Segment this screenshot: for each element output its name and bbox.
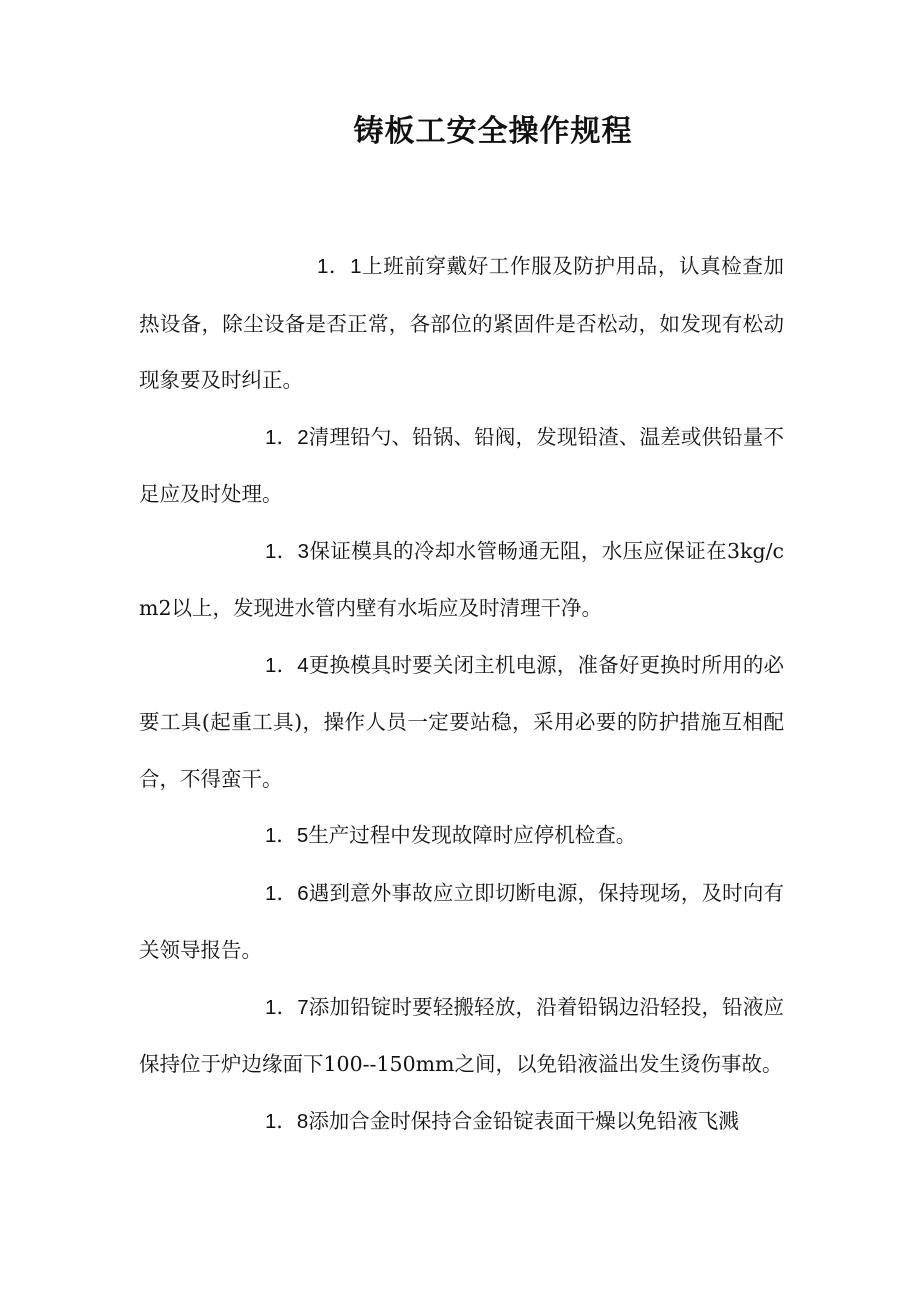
clause-number: 1．4 — [265, 653, 309, 677]
clause-text: 更换模具时要关闭主机电源，准备好更换时所用的必要工具(起重工具)，操作人员一定要站稳，采用必要的防护措施互相配合，不得蛮干。 — [139, 652, 784, 791]
paragraph-1-5 — [139, 807, 784, 865]
paragraph-1-2 — [139, 409, 784, 523]
clause-number: 1．2 — [265, 425, 309, 449]
document-body — [139, 238, 784, 1150]
paragraph-1-4 — [139, 637, 784, 808]
clause-number: 1．3 — [265, 539, 310, 563]
clause-number: 1．6 — [265, 881, 309, 905]
clause-number: 1．1 — [317, 255, 362, 278]
paragraph-1-3 — [139, 523, 784, 637]
clause-number: 1．8 — [265, 1109, 309, 1133]
clause-text: 清理铅勺、铅锅、铅阀，发现铅渣、温差或供铅量不足应及时处理。 — [139, 424, 784, 506]
paragraph-1-7 — [139, 979, 784, 1093]
clause-text: 添加合金时保持合金铅锭表面干燥以免铅液飞溅 — [308, 1108, 739, 1133]
paragraph-1-6 — [139, 865, 784, 979]
paragraph-1-8 — [139, 1093, 784, 1151]
document-title: 铸板工安全操作规程 — [353, 114, 633, 149]
clause-text: 添加铅锭时要轻搬轻放，沿着铅锅边沿轻投，铅液应保持位于炉边缘面下100--150mm之间，以免铅液溢出发生烫伤事故。 — [139, 994, 784, 1076]
clause-text: 遇到意外事故应立即切断电源，保持现场，及时向有关领导报告。 — [139, 880, 784, 962]
clause-text: 上班前穿戴好工作服及防护用品，认真检查加热设备，除尘设备是否正常，各部位的紧固件是否松动，如发现有松动现象要及时纠正。 — [139, 254, 784, 392]
clause-number: 1．7 — [265, 995, 309, 1019]
paragraph-1-1 — [139, 238, 784, 409]
clause-number: 1．5 — [265, 824, 309, 847]
clause-text: 保证模具的冷却水管畅通无阻，水压应保证在3kg/cm2以上，发现进水管内壁有水垢应及时清理干净。 — [139, 538, 784, 620]
clause-text: 生产过程中发现故障时应停机检查。 — [308, 823, 637, 847]
